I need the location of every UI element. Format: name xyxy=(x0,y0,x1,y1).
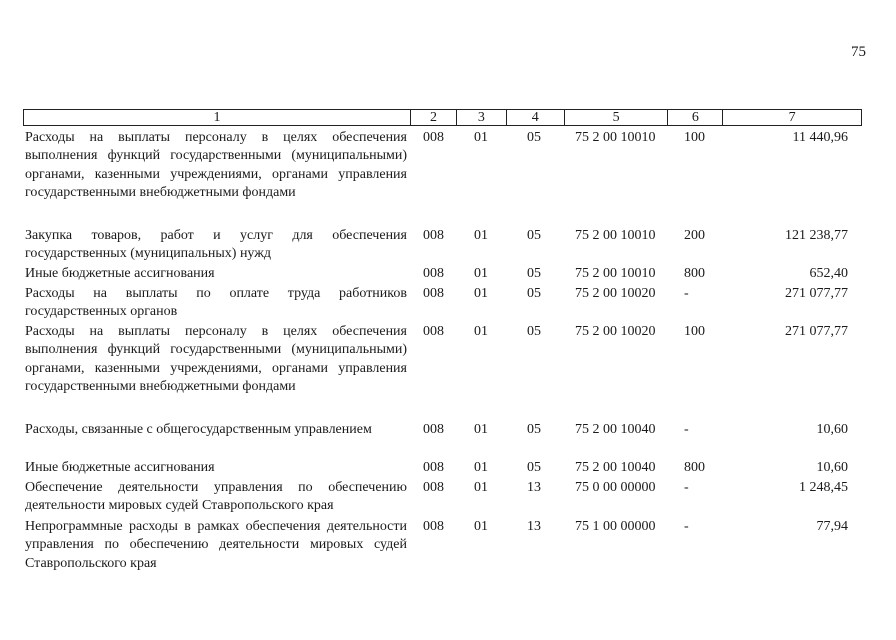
row-sum: 10,60 xyxy=(816,422,848,437)
column-header-2: 2 xyxy=(411,110,457,125)
table-header-row xyxy=(23,109,862,126)
row-section: 01 xyxy=(474,228,488,243)
row-expense-type: 100 xyxy=(684,130,705,145)
row-expense-type: 800 xyxy=(684,460,705,475)
row-sum: 271 077,77 xyxy=(785,286,848,301)
row-target-article: 75 2 00 10040 xyxy=(575,460,656,475)
row-grbs: 008 xyxy=(423,519,444,534)
row-target-article: 75 2 00 10040 xyxy=(575,422,656,437)
row-expense-type: 800 xyxy=(684,266,705,281)
row-section: 01 xyxy=(474,422,488,437)
row-grbs: 008 xyxy=(423,130,444,145)
row-target-article: 75 2 00 10020 xyxy=(575,286,656,301)
row-grbs: 008 xyxy=(423,324,444,339)
row-expense-type: 200 xyxy=(684,228,705,243)
column-header-6: 6 xyxy=(668,110,723,125)
row-sum: 121 238,77 xyxy=(785,228,848,243)
row-section: 01 xyxy=(474,266,488,281)
row-grbs: 008 xyxy=(423,422,444,437)
row-target-article: 75 0 00 00000 xyxy=(575,480,656,495)
row-grbs: 008 xyxy=(423,286,444,301)
row-section: 01 xyxy=(474,519,488,534)
row-grbs: 008 xyxy=(423,228,444,243)
row-sum: 652,40 xyxy=(809,266,848,281)
row-subsection: 05 xyxy=(527,266,541,281)
row-name: Расходы на выплаты по оплате труда работников государственных органов xyxy=(25,286,407,320)
row-name: Иные бюджетные ассигнования xyxy=(25,266,215,281)
row-target-article: 75 2 00 10020 xyxy=(575,324,656,339)
row-subsection: 05 xyxy=(527,228,541,243)
row-target-article: 75 2 00 10010 xyxy=(575,130,656,145)
row-subsection: 05 xyxy=(527,422,541,437)
row-subsection: 05 xyxy=(527,286,541,301)
row-expense-type: - xyxy=(684,519,689,534)
row-grbs: 008 xyxy=(423,460,444,475)
row-expense-type: - xyxy=(684,422,689,437)
row-section: 01 xyxy=(474,130,488,145)
row-grbs: 008 xyxy=(423,266,444,281)
row-name: Закупка товаров, работ и услуг для обеспечения государственных (муниципальных) нужд xyxy=(25,228,407,262)
row-sum: 1 248,45 xyxy=(799,480,848,495)
row-name: Непрограммные расходы в рамках обеспечения деятельности управления по обеспечению деятельности мировых судей Ставропольского края xyxy=(25,519,407,571)
row-sum: 77,94 xyxy=(816,519,848,534)
row-section: 01 xyxy=(474,324,488,339)
column-header-5: 5 xyxy=(565,110,669,125)
row-subsection: 05 xyxy=(527,130,541,145)
column-header-3: 3 xyxy=(457,110,507,125)
row-expense-type: - xyxy=(684,286,689,301)
row-sum: 11 440,96 xyxy=(792,130,848,145)
row-name: Обеспечение деятельности управления по обеспечению деятельности мировых судей Ставропольского края xyxy=(25,480,407,514)
column-header-7: 7 xyxy=(788,110,796,125)
row-sum: 10,60 xyxy=(816,460,848,475)
row-name: Иные бюджетные ассигнования xyxy=(25,460,215,475)
page-number: 75 xyxy=(851,44,866,60)
row-subsection: 05 xyxy=(527,324,541,339)
row-target-article: 75 2 00 10010 xyxy=(575,266,656,281)
row-target-article: 75 2 00 10010 xyxy=(575,228,656,243)
row-name: Расходы на выплаты персоналу в целях обеспечения выполнения функций государственными (муниципальными) органами, казенными учреждениями, органами управления государственными внебюджетными фондами xyxy=(25,324,407,395)
row-expense-type: - xyxy=(684,480,689,495)
row-grbs: 008 xyxy=(423,480,444,495)
row-section: 01 xyxy=(474,460,488,475)
row-sum: 271 077,77 xyxy=(785,324,848,339)
row-name: Расходы, связанные с общегосударственным управлением xyxy=(25,422,372,437)
row-subsection: 05 xyxy=(527,460,541,475)
row-section: 01 xyxy=(474,480,488,495)
row-target-article: 75 1 00 00000 xyxy=(575,519,656,534)
column-header-1: 1 xyxy=(24,110,411,125)
row-name: Расходы на выплаты персоналу в целях обеспечения выполнения функций государственными (муниципальными) органами, казенными учреждениями, органами управления государственными внебюджетными фондами xyxy=(25,130,407,201)
row-section: 01 xyxy=(474,286,488,301)
row-subsection: 13 xyxy=(527,480,541,495)
column-header-4: 4 xyxy=(507,110,565,125)
row-subsection: 13 xyxy=(527,519,541,534)
row-expense-type: 100 xyxy=(684,324,705,339)
